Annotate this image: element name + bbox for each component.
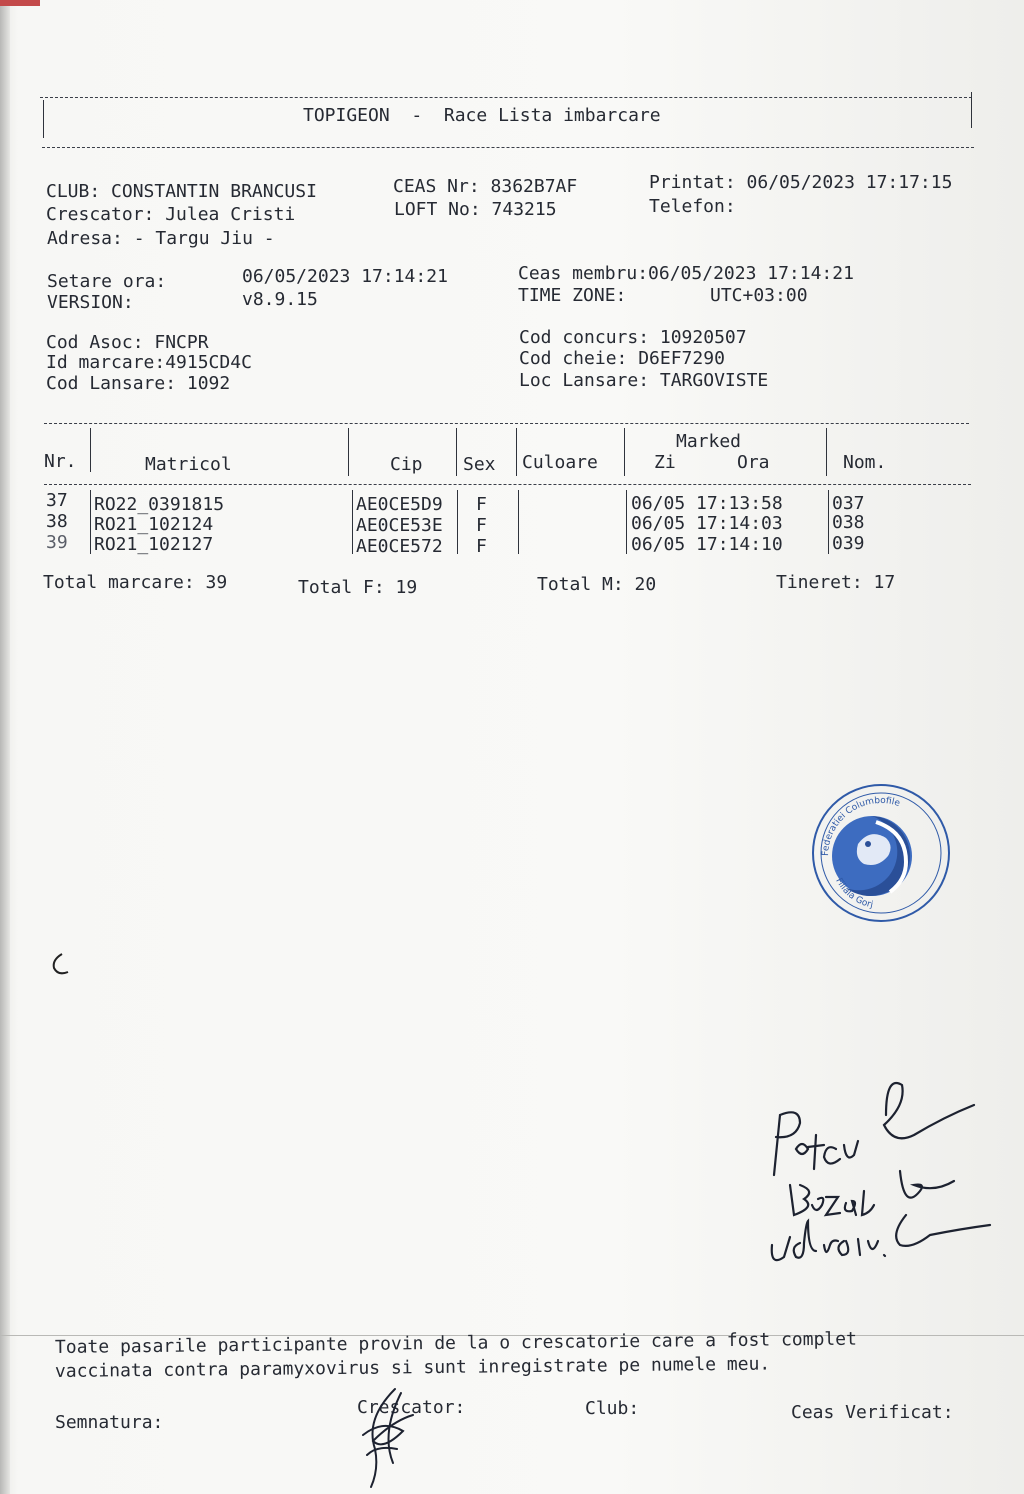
col-header-marked: Marked: [676, 431, 742, 452]
cell-sex: F: [476, 536, 487, 557]
cell-nr: 39: [46, 532, 68, 553]
id-marcare: Id marcare:4915CD4C: [46, 352, 252, 373]
col-sep: [348, 428, 349, 476]
col-sep: [90, 428, 91, 472]
time-zone-value: UTC+03:00: [710, 285, 808, 306]
page-title: TOPIGEON - Race Lista imbarcare: [303, 105, 661, 126]
title-box-right: [971, 92, 972, 128]
cell-matricol: RO21_102127: [94, 534, 214, 555]
svg-text:Filiala Gorj: Filiala Gorj: [833, 876, 874, 911]
handwritten-signatures: [760, 1075, 1000, 1285]
col-header-cip: Cip: [390, 454, 423, 475]
setare-ora-label: Setare ora:: [47, 271, 167, 292]
scan-artifact: [0, 0, 40, 6]
crescator-line: Crescator: Julea Cristi: [46, 204, 296, 225]
signature-scribble: [355, 1385, 425, 1490]
cell-nr: 37: [46, 490, 68, 511]
cod-lansare: Cod Lansare: 1092: [46, 373, 231, 394]
col-sep: [90, 490, 91, 554]
col-header-ora: Ora: [737, 452, 770, 473]
telefon: Telefon:: [649, 196, 736, 217]
title-box-left: [43, 100, 44, 138]
total-marcare: Total marcare: 39: [43, 572, 228, 593]
cell-cip: AE0CE53E: [356, 515, 443, 536]
cell-nom: 037: [832, 493, 865, 514]
loc-lansare: Loc Lansare: TARGOVISTE: [519, 370, 769, 391]
cell-cip: AE0CE5D9: [356, 494, 443, 515]
stray-mark: [44, 950, 74, 984]
cell-nr: 38: [46, 511, 68, 532]
col-sep: [626, 490, 627, 554]
club-label: Club:: [585, 1398, 640, 1419]
adresa-line: Adresa: - Targu Jiu -: [47, 228, 275, 249]
total-m: Total M: 20: [537, 574, 657, 595]
table-header-border: [44, 484, 971, 485]
cod-cheie: Cod cheie: D6EF7290: [519, 348, 725, 369]
scan-edge: [0, 0, 10, 1494]
title-box-bottom: [42, 147, 974, 148]
time-zone-label: TIME ZONE:: [518, 285, 627, 306]
col-sep: [826, 428, 827, 476]
col-sep: [456, 428, 457, 476]
declaration-line-2: vaccinata contra paramyxovirus si sunt inregistrate pe numele meu.: [54, 1353, 771, 1382]
title-box-top: [40, 97, 972, 98]
svg-text:Federatiei Columbofile: Federatiei Columbofile: [820, 795, 902, 857]
ceas-membru: Ceas membru:06/05/2023 17:14:21: [518, 263, 854, 284]
total-f: Total F: 19: [298, 577, 418, 598]
col-sep: [457, 490, 458, 554]
version-value: v8.9.15: [242, 289, 318, 310]
ceas-verificat-label: Ceas Verificat:: [791, 1402, 954, 1423]
loft-no: LOFT No: 743215: [394, 199, 557, 220]
cell-zi-ora: 06/05 17:13:58: [631, 493, 783, 514]
cell-sex: F: [476, 515, 487, 536]
version-label: VERSION:: [47, 292, 134, 313]
ceas-nr: CEAS Nr: 8362B7AF: [393, 176, 578, 197]
cod-asoc: Cod Asoc: FNCPR: [46, 332, 209, 353]
col-header-nr: Nr.: [44, 451, 77, 472]
col-sep: [516, 428, 517, 476]
cell-cip: AE0CE572: [356, 536, 443, 557]
col-header-matricol: Matricol: [145, 454, 232, 475]
cod-concurs: Cod concurs: 10920507: [519, 327, 747, 348]
setare-ora-value: 06/05/2023 17:14:21: [242, 266, 448, 287]
cell-sex: F: [476, 494, 487, 515]
col-header-nom: Nom.: [843, 452, 887, 473]
declaration-line-1: Toate pasarile participante provin de la o crescatorie care a fost complet: [54, 1328, 857, 1358]
col-sep: [828, 490, 829, 554]
col-header-culoare: Culoare: [522, 452, 598, 473]
cell-zi-ora: 06/05 17:14:10: [631, 534, 783, 555]
semnatura-label: Semnatura:: [55, 1412, 164, 1433]
cell-matricol: RO22_0391815: [94, 494, 225, 515]
cell-zi-ora: 06/05 17:14:03: [631, 513, 783, 534]
col-sep: [624, 428, 625, 476]
club-line: CLUB: CONSTANTIN BRANCUSI: [46, 181, 317, 202]
table-top-border: [44, 423, 969, 424]
col-header-zi: Zi: [654, 452, 676, 473]
signature-name: Petcu: [760, 1075, 764, 1076]
pigeon-stamp-icon: [806, 780, 956, 925]
crescator-label: Crescator:: [357, 1397, 466, 1418]
cell-matricol: RO21_102124: [94, 514, 214, 535]
col-sep: [518, 490, 519, 554]
cell-nom: 038: [832, 512, 865, 533]
col-header-sex: Sex: [463, 454, 496, 475]
cell-nom: 039: [832, 533, 865, 554]
printat: Printat: 06/05/2023 17:17:15: [649, 172, 953, 193]
tineret: Tineret: 17: [776, 572, 896, 593]
col-sep: [352, 490, 353, 554]
